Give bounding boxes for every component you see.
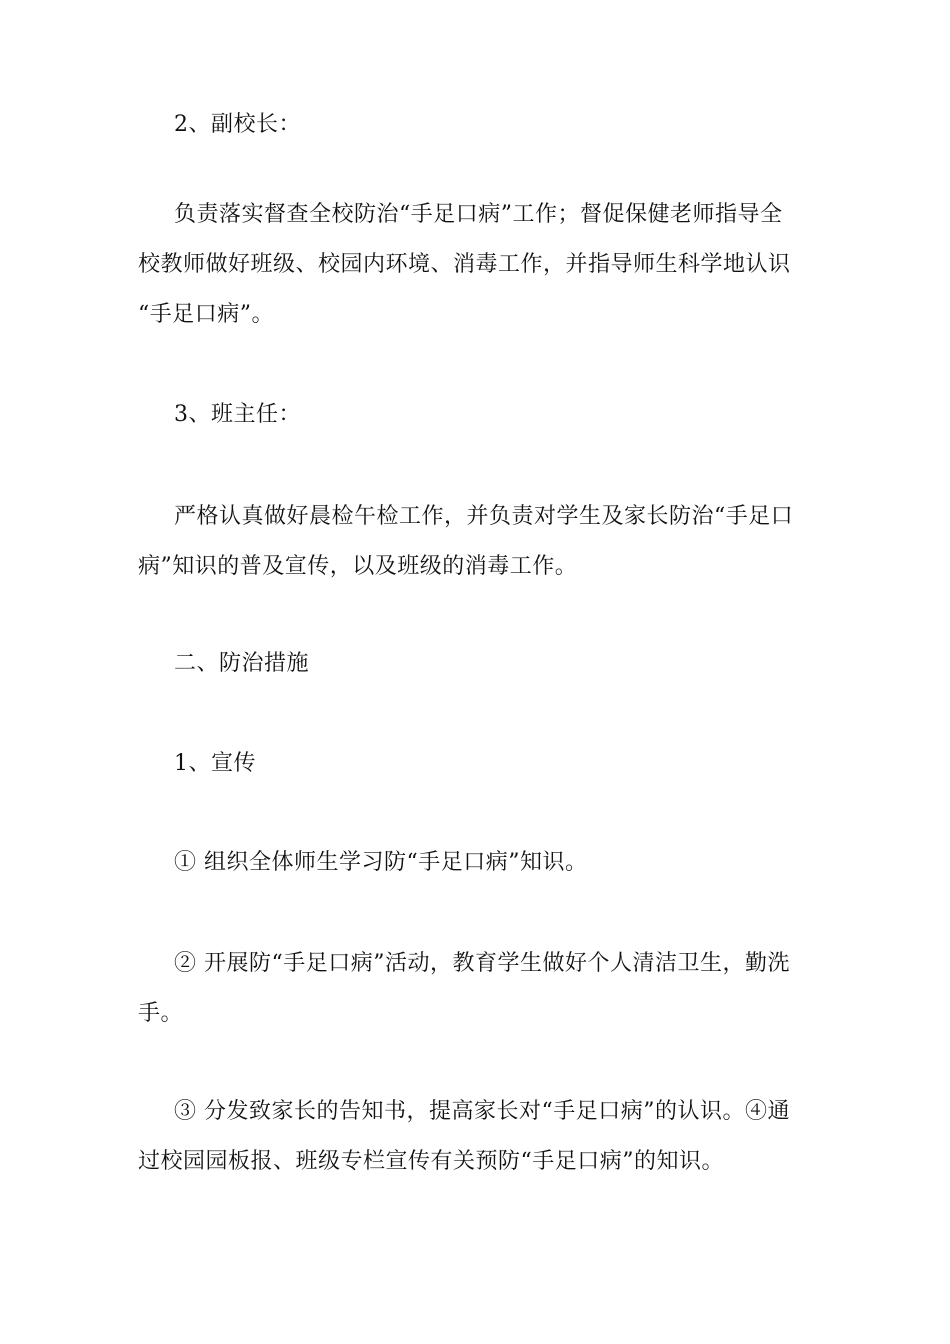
paragraph-line: 病”知识的普及宣传，以及班级的消毒工作。: [138, 554, 578, 579]
list-item-line: ② 开展防“手足口病”活动，教育学生做好个人清洁卫生，勤洗: [174, 951, 790, 976]
heading-head-teacher: 3、班主任：: [174, 402, 301, 427]
paragraph-vice-principal: [138, 190, 828, 340]
list-item-line: 过校园园板报、班级专栏宣传有关预防“手足口病”的知识。: [138, 1149, 724, 1174]
paragraph-line: 校教师做好班级、校园内环境、消毒工作，并指导师生科学地认识: [138, 252, 791, 277]
paragraph-head-teacher: [138, 492, 828, 592]
paragraph-line: 负责落实督查全校防治“手足口病”工作；督促保健老师指导全: [174, 202, 783, 227]
list-item-2: [138, 939, 828, 1039]
list-item-line: 手。: [138, 1001, 184, 1026]
list-item-line: ③ 分发致家长的告知书，提高家长对“手足口病”的认识。④通: [174, 1099, 790, 1124]
heading-publicity: 1、宣传: [174, 751, 256, 776]
heading-measures: 二、防治措施: [174, 651, 310, 676]
paragraph-line: 严格认真做好晨检午检工作，并负责对学生及家长防治“手足口: [174, 504, 794, 529]
paragraph-line: “手足口病”。: [138, 302, 274, 327]
heading-vice-principal: 2、副校长：: [174, 112, 301, 137]
list-item-3: [138, 1087, 828, 1187]
list-item-1: ① 组织全体师生学习防“手足口病”知识。: [174, 850, 588, 875]
